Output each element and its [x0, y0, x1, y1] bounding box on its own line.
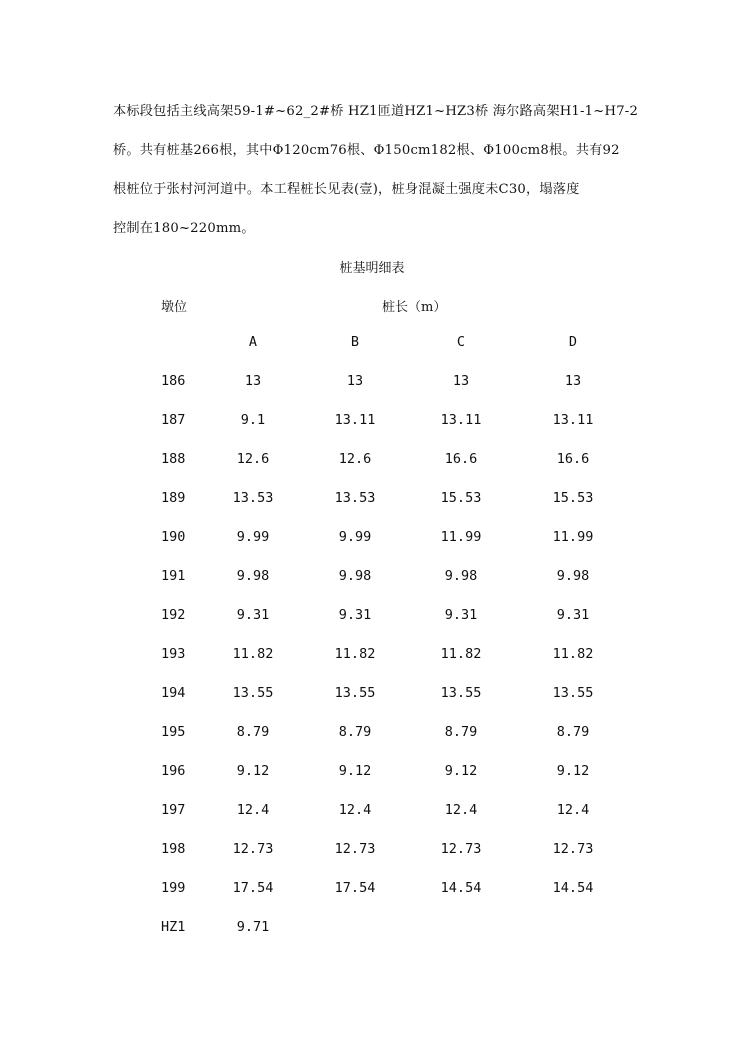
pile-length-cell: 9.98	[236, 568, 270, 584]
pile-length-cell: 13.55	[334, 685, 376, 701]
pile-length-cell: 9.31	[236, 607, 270, 623]
pile-length-cell: 9.31	[556, 607, 590, 623]
pile-length-cell: 13.55	[232, 685, 274, 701]
pier-id: 190	[161, 529, 186, 545]
pile-length-cell: 11.82	[552, 646, 594, 662]
pile-length-cell: 13.55	[440, 685, 482, 701]
pile-length-cell: 12.73	[334, 841, 376, 857]
pile-length-cell: 13	[346, 373, 364, 389]
pile-length-cell: 9.98	[338, 568, 372, 584]
pier-id: 197	[161, 802, 186, 818]
pile-length-cell: 13	[452, 373, 470, 389]
pile-length-cell: 13.11	[440, 412, 482, 428]
column-header-a: A	[248, 334, 258, 350]
pile-length-cell: 12.73	[232, 841, 274, 857]
pile-length-cell: 8.79	[556, 724, 590, 740]
pier-id: 196	[161, 763, 186, 779]
pier-id: 186	[161, 373, 186, 389]
pier-column-header: 墩位	[161, 300, 188, 315]
pile-length-cell: 9.99	[236, 529, 270, 545]
pile-length-cell: 8.79	[338, 724, 372, 740]
pile-length-cell: 17.54	[334, 880, 376, 896]
pile-length-cell: 8.79	[444, 724, 478, 740]
pile-length-cell: 13.55	[552, 685, 594, 701]
pile-length-cell: 13.11	[552, 412, 594, 428]
paragraph-line: 桥。共有桩基266根，其中Φ120cm76根、Φ150cm182根、Φ100cm8根。共有92	[113, 143, 620, 158]
pile-length-cell: 9.1	[240, 412, 266, 428]
pier-id: 191	[161, 568, 186, 584]
pile-length-cell: 9.31	[338, 607, 372, 623]
pier-id: 194	[161, 685, 186, 701]
pile-length-cell: 13	[564, 373, 582, 389]
paragraph-line: 控制在180~220mm。	[113, 221, 255, 236]
pier-id: 195	[161, 724, 186, 740]
pile-length-cell: 8.79	[236, 724, 270, 740]
table-caption: 桩基明细表	[339, 261, 405, 276]
pile-length-cell: 13.53	[334, 490, 376, 506]
pier-id: 199	[161, 880, 186, 896]
pile-length-cell: 12.4	[444, 802, 478, 818]
pile-length-cell: 9.12	[236, 763, 270, 779]
pile-length-cell: 9.98	[444, 568, 478, 584]
pile-length-cell: 9.31	[444, 607, 478, 623]
pile-length-cell: 9.12	[338, 763, 372, 779]
pier-id: 193	[161, 646, 186, 662]
pier-id: 189	[161, 490, 186, 506]
pile-length-cell: 9.71	[236, 919, 270, 935]
pile-length-cell: 11.99	[440, 529, 482, 545]
intro-paragraph	[113, 92, 643, 248]
pile-length-cell: 12.4	[236, 802, 270, 818]
pile-length-cell: 13.53	[232, 490, 274, 506]
pile-length-cell: 11.82	[232, 646, 274, 662]
pile-length-cell: 12.73	[552, 841, 594, 857]
pile-length-cell: 11.99	[552, 529, 594, 545]
pile-length-cell: 11.82	[334, 646, 376, 662]
pier-id: 192	[161, 607, 186, 623]
pile-length-cell: 13	[244, 373, 262, 389]
pier-id: 198	[161, 841, 186, 857]
column-header-d: D	[568, 334, 578, 350]
paragraph-line: 根桩位于张村河河道中。本工程桩长见表(壹)，桩身混凝土强度未C30，塌落度	[113, 182, 580, 197]
pile-length-cell: 12.6	[236, 451, 270, 467]
pile-length-cell: 16.6	[556, 451, 590, 467]
column-header-c: C	[456, 334, 466, 350]
pile-length-cell: 12.4	[556, 802, 590, 818]
pile-length-cell: 13.11	[334, 412, 376, 428]
pier-id: 187	[161, 412, 186, 428]
pile-length-cell: 9.99	[338, 529, 372, 545]
pile-length-cell: 15.53	[552, 490, 594, 506]
column-header-b: B	[350, 334, 360, 350]
pile-length-cell: 14.54	[440, 880, 482, 896]
pile-length-cell: 9.12	[444, 763, 478, 779]
pile-length-cell: 12.6	[338, 451, 372, 467]
pier-id: HZ1	[161, 919, 186, 935]
pile-length-cell: 16.6	[444, 451, 478, 467]
pile-length-cell: 17.54	[232, 880, 274, 896]
pile-length-cell: 12.73	[440, 841, 482, 857]
paragraph-line: 本标段包括主线高架59-1#~62_2#桥 HZ1匝道HZ1~HZ3桥 海尔路高架H1-1~H7-2	[113, 104, 639, 119]
pile-length-cell: 14.54	[552, 880, 594, 896]
pile-length-cell: 15.53	[440, 490, 482, 506]
pile-length-cell: 9.98	[556, 568, 590, 584]
pile-length-cell: 11.82	[440, 646, 482, 662]
pile-length-header: 桩长（m）	[382, 300, 447, 315]
pier-id: 188	[161, 451, 186, 467]
pile-length-cell: 9.12	[556, 763, 590, 779]
pile-length-cell: 12.4	[338, 802, 372, 818]
